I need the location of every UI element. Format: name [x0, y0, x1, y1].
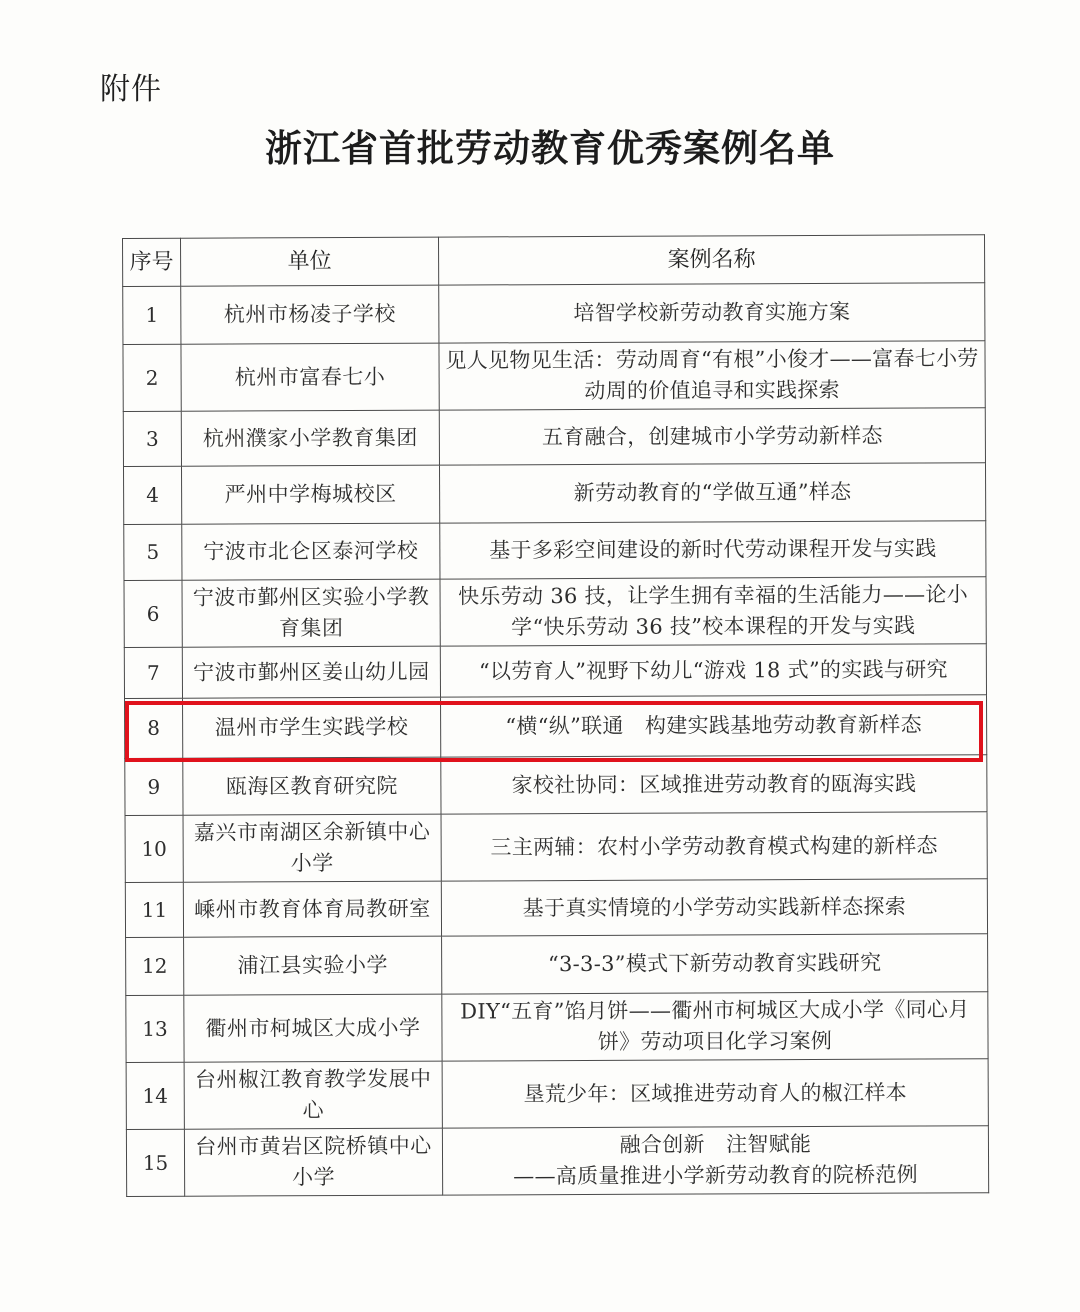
row-number: 7	[124, 647, 182, 698]
row-case-name: 家校社协同：区域推进劳动教育的瓯海实践	[441, 755, 987, 814]
row-case-name: 快乐劳动 36 技，让学生拥有幸福的生活能力——论小学“快乐劳动 36 技”校本课程的开发与实践	[440, 577, 986, 646]
row-number: 10	[125, 815, 183, 882]
row-unit: 嵊州市教育体育局教研室	[183, 881, 441, 937]
row-case-name: “3-3-3”模式下新劳动教育实践研究	[442, 934, 988, 994]
table-row	[126, 992, 988, 1063]
table-body	[123, 283, 989, 1197]
row-case-name: 三主两辅：农村小学劳动教育模式构建的新样态	[441, 812, 987, 881]
row-unit: 杭州濮家小学教育集团	[181, 410, 439, 466]
row-case-name: DIY“五育”馅月饼——衢州市柯城区大成小学《同心月饼》劳动项目化学习案例	[442, 992, 988, 1061]
row-case-name: 培智学校新劳动教育实施方案	[439, 283, 985, 343]
table-row	[126, 1126, 988, 1197]
row-number: 3	[123, 411, 181, 466]
row-unit: 浦江县实验小学	[184, 936, 442, 995]
row-unit: 杭州市杨凌子学校	[181, 285, 439, 344]
row-number: 12	[126, 937, 184, 995]
row-case-name: 垦荒少年：区域推进劳动育人的椒江样本	[442, 1059, 988, 1128]
row-unit: 嘉兴市南湖区余新镇中心小学	[183, 814, 441, 882]
table-row	[124, 644, 986, 699]
row-number: 13	[126, 995, 184, 1062]
table-row	[125, 755, 987, 816]
document-title: 浙江省首批劳动教育优秀案例名单	[265, 126, 835, 170]
row-number: 5	[124, 524, 182, 580]
row-number: 1	[123, 286, 181, 344]
table-row	[125, 879, 987, 938]
row-unit: 杭州市富春七小	[181, 343, 439, 411]
row-case-name: 基于真实情境的小学劳动实践新样态探索	[441, 879, 987, 936]
table-row	[124, 521, 986, 581]
row-case-name: “横“纵”联通 构建实践基地劳动教育新样态	[441, 695, 987, 757]
row-case-name: “以劳育人”视野下幼儿“游戏 18 式”的实践与研究	[440, 644, 986, 697]
row-number: 6	[124, 580, 182, 647]
row-number: 8	[125, 698, 183, 758]
row-case-name: 基于多彩空间建设的新时代劳动课程开发与实践	[440, 521, 986, 579]
column-header-unit: 单位	[181, 237, 439, 286]
case-list-table	[122, 234, 989, 1197]
column-header-case: 案例名称	[438, 235, 984, 285]
row-unit: 严州中学梅城校区	[181, 465, 439, 524]
row-unit: 瓯海区教育研究院	[183, 757, 441, 815]
row-unit: 台州市黄岩区院桥镇中心小学	[184, 1128, 442, 1196]
row-case-name: 新劳动教育的“学做互通”样态	[439, 463, 985, 523]
row-number: 14	[126, 1062, 184, 1129]
table-row	[123, 341, 985, 412]
table-row	[124, 577, 986, 648]
row-unit: 宁波市鄞州区姜山幼儿园	[182, 646, 440, 698]
attachment-label: 附件	[100, 72, 162, 107]
row-case-name: 融合创新 注智赋能 ——高质量推进小学新劳动教育的院桥范例	[442, 1126, 988, 1195]
row-number: 15	[126, 1129, 184, 1196]
table-row	[123, 463, 985, 525]
table-row	[126, 1059, 988, 1130]
row-case-name: 五育融合，创建城市小学劳动新样态	[439, 408, 985, 465]
row-number: 9	[125, 758, 183, 815]
row-case-name: 见人见物见生活：劳动周育“有根”小俊才——富春七小劳动周的价值追寻和实践探索	[439, 341, 985, 410]
row-number: 11	[125, 882, 183, 937]
table-row	[125, 812, 987, 883]
row-unit: 宁波市鄞州区实验小学教育集团	[182, 579, 440, 647]
row-unit: 台州椒江教育教学发展中心	[184, 1061, 442, 1129]
row-unit: 宁波市北仑区泰河学校	[182, 523, 440, 580]
row-number: 4	[123, 466, 181, 524]
table-header-row	[123, 235, 985, 287]
row-number: 2	[123, 344, 181, 411]
row-unit: 衢州市柯城区大成小学	[184, 994, 442, 1062]
table-row	[123, 408, 985, 467]
column-header-number: 序号	[123, 238, 181, 286]
table-row	[123, 283, 985, 345]
table-row	[125, 695, 987, 759]
row-unit: 温州市学生实践学校	[183, 697, 441, 758]
table-row	[126, 934, 988, 996]
